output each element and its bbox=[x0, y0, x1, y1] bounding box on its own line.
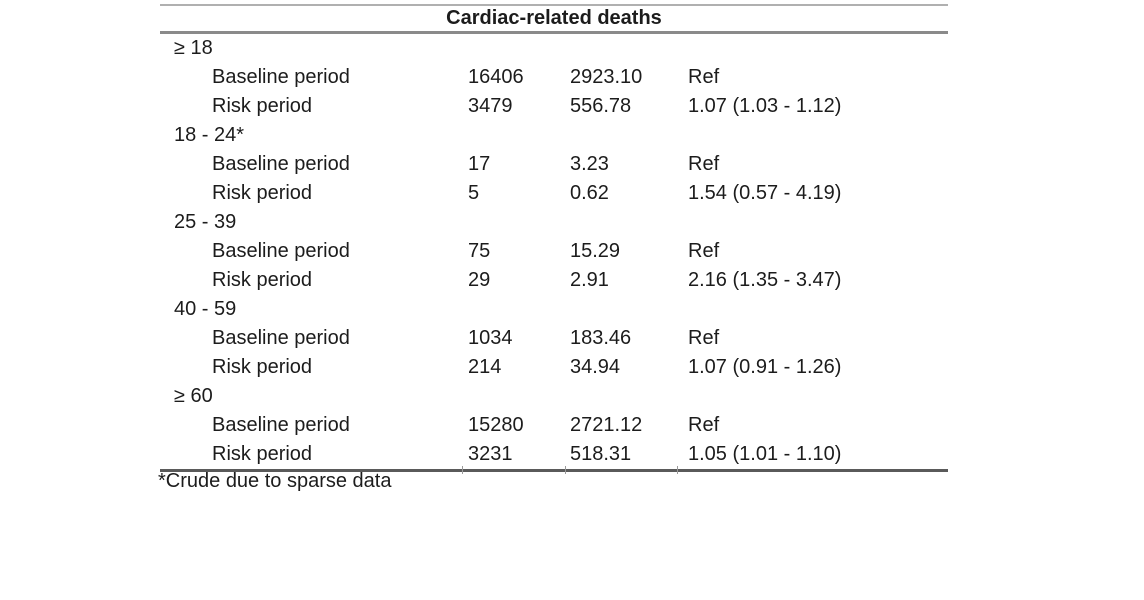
group-label: 18 - 24* bbox=[174, 124, 245, 146]
row-label: Baseline period bbox=[212, 240, 350, 262]
cell-irr: 1.07 (0.91 - 1.26) bbox=[688, 356, 842, 378]
cell-rate: 2.91 bbox=[570, 269, 609, 291]
cell-irr: 1.05 (1.01 - 1.10) bbox=[688, 443, 842, 465]
row-label: Baseline period bbox=[212, 66, 350, 88]
group-label: 25 - 39 bbox=[174, 211, 237, 233]
cell-events: 214 bbox=[468, 356, 502, 378]
table-row bbox=[160, 411, 948, 440]
cell-rate: 2923.10 bbox=[570, 66, 643, 88]
cell-events: 15280 bbox=[468, 414, 524, 436]
column-divider-tick bbox=[677, 466, 678, 474]
row-label: Risk period bbox=[212, 182, 313, 204]
cell-events: 17 bbox=[468, 153, 491, 175]
group-label: ≥ 18 bbox=[174, 37, 213, 59]
table-body bbox=[160, 34, 948, 469]
table-row-group bbox=[160, 34, 948, 63]
row-label: Risk period bbox=[212, 443, 313, 465]
cell-events: 5 bbox=[468, 182, 480, 204]
column-divider-tick bbox=[565, 466, 566, 474]
cell-events: 29 bbox=[468, 269, 491, 291]
cell-irr: Ref bbox=[688, 414, 720, 436]
row-label: Baseline period bbox=[212, 327, 350, 349]
cell-rate: 183.46 bbox=[570, 327, 632, 349]
cell-rate: 2721.12 bbox=[570, 414, 643, 436]
cell-rate: 3.23 bbox=[570, 153, 609, 175]
cell-irr: 2.16 (1.35 - 3.47) bbox=[688, 269, 842, 291]
cell-irr: Ref bbox=[688, 153, 720, 175]
group-label: 40 - 59 bbox=[174, 298, 237, 320]
row-label: Risk period bbox=[212, 269, 313, 291]
row-label: Risk period bbox=[212, 356, 313, 378]
cell-events: 75 bbox=[468, 240, 491, 262]
table-row-group bbox=[160, 382, 948, 411]
cell-rate: 15.29 bbox=[570, 240, 621, 262]
cell-events: 16406 bbox=[468, 66, 524, 88]
cell-irr: 1.54 (0.57 - 4.19) bbox=[688, 182, 842, 204]
table-row bbox=[160, 92, 948, 121]
table-header bbox=[160, 6, 948, 31]
table-row-group bbox=[160, 295, 948, 324]
cell-irr: Ref bbox=[688, 327, 720, 349]
group-label: ≥ 60 bbox=[174, 385, 213, 407]
table-title: Cardiac-related deaths bbox=[446, 7, 662, 29]
column-divider-tick bbox=[462, 466, 463, 474]
table-footnote: *Crude due to sparse data bbox=[158, 470, 392, 492]
table-row-group bbox=[160, 208, 948, 237]
cell-events: 3231 bbox=[468, 443, 513, 465]
cell-rate: 518.31 bbox=[570, 443, 632, 465]
row-label: Baseline period bbox=[212, 153, 350, 175]
table-row bbox=[160, 179, 948, 208]
cell-rate: 0.62 bbox=[570, 182, 609, 204]
table-row bbox=[160, 324, 948, 353]
stats-table bbox=[160, 4, 948, 472]
row-label: Risk period bbox=[212, 95, 313, 117]
cell-rate: 34.94 bbox=[570, 356, 621, 378]
table-row-group bbox=[160, 121, 948, 150]
table-row bbox=[160, 440, 948, 469]
cell-irr: 1.07 (1.03 - 1.12) bbox=[688, 95, 842, 117]
table-row bbox=[160, 353, 948, 382]
table-row bbox=[160, 237, 948, 266]
table-row bbox=[160, 150, 948, 179]
cell-irr: Ref bbox=[688, 240, 720, 262]
cell-events: 3479 bbox=[468, 95, 513, 117]
cell-rate: 556.78 bbox=[570, 95, 632, 117]
row-label: Baseline period bbox=[212, 414, 350, 436]
cell-events: 1034 bbox=[468, 327, 513, 349]
table-row bbox=[160, 63, 948, 92]
cell-irr: Ref bbox=[688, 66, 720, 88]
table-row bbox=[160, 266, 948, 295]
